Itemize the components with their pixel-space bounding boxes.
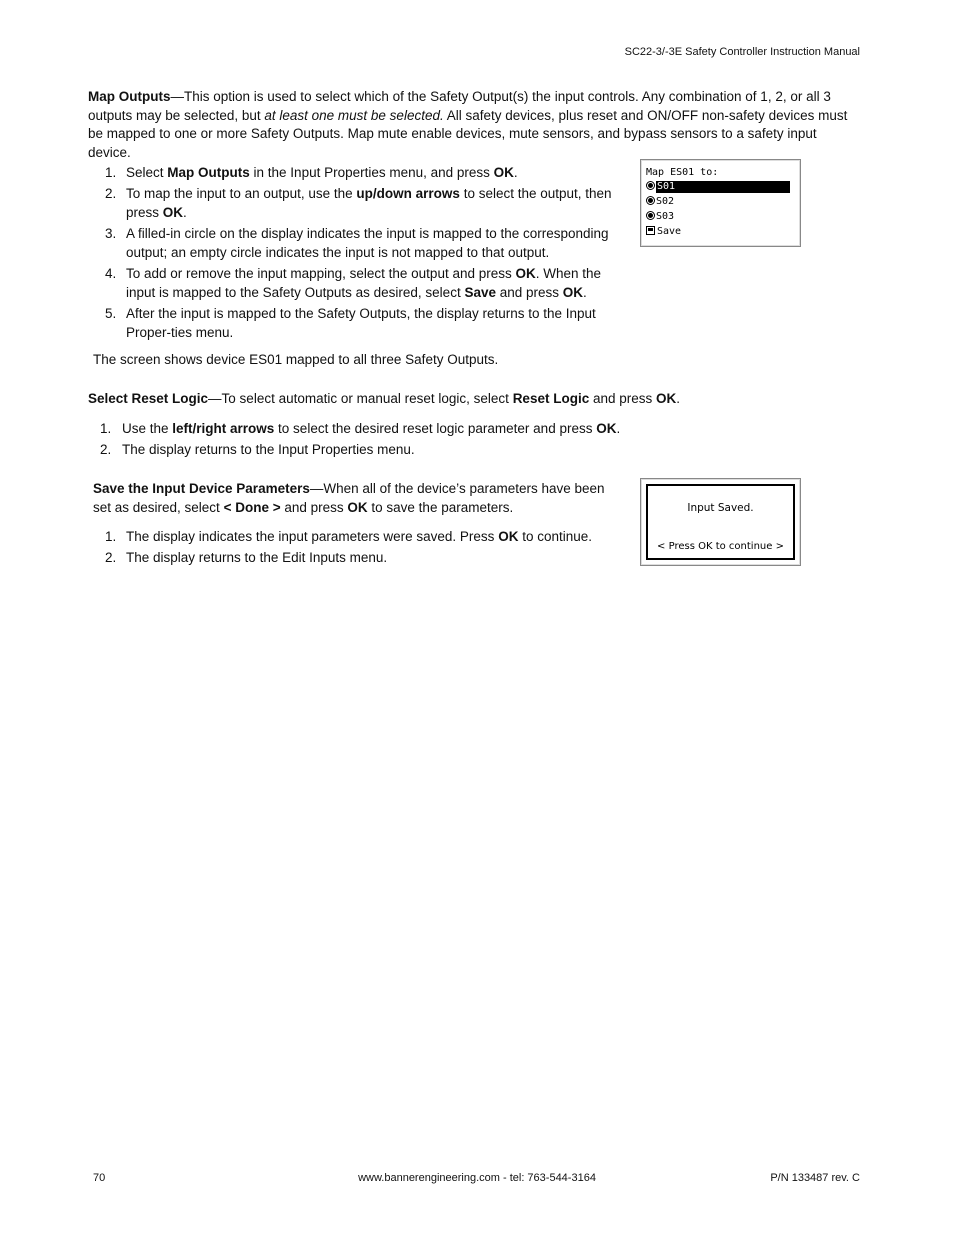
running-header: SC22-3/-3E Safety Controller Instruction Manual	[624, 46, 860, 58]
step-bold: Save	[464, 285, 496, 300]
step-text: Use the	[122, 421, 173, 436]
list-item	[88, 184, 633, 223]
list-item	[88, 440, 688, 460]
step-text: to select the desired reset logic parameter and press	[274, 421, 597, 436]
lcd-item-label: S03	[656, 211, 675, 222]
lcd-continue-prompt: < Press OK to continue >	[657, 541, 784, 552]
reset-logic-text: —To select automatic or manual reset logic, select	[208, 391, 513, 406]
lcd-input-saved-display	[640, 478, 801, 566]
save-params-bold: OK	[347, 499, 368, 515]
save-params-bold: < Done >	[223, 499, 281, 515]
map-outputs-caption: The screen shows device ES01 mapped to all three Safety Outputs.	[93, 352, 499, 367]
step-text: The display indicates the input parameters were saved. Press	[126, 529, 499, 544]
filled-radio-icon	[646, 181, 655, 190]
map-outputs-heading: Map Outputs	[88, 89, 171, 104]
step-number: 1.	[105, 529, 117, 544]
list-item	[88, 264, 633, 303]
save-icon	[646, 226, 655, 235]
step-text: After the input is mapped to the Safety Outputs, the display returns to the Input Proper-ties menu.	[126, 305, 596, 340]
step-bold: OK	[498, 529, 519, 544]
step-number: 2.	[100, 441, 112, 457]
map-outputs-text: —This option is used to select which of the Safety Output(s) the input controls. Any combination of 1, 2, or all 3 outputs may be selected, but	[88, 89, 831, 123]
step-number: 1.	[105, 165, 117, 180]
list-item	[88, 163, 633, 183]
step-text: To add or remove the input mapping, select the output and press	[126, 265, 516, 281]
save-params-text: —When all of the device’s parameters have been set as desired, select	[93, 481, 605, 515]
list-item	[88, 527, 633, 547]
step-text: in the Input Properties menu, and press	[249, 165, 494, 180]
lcd-row-s01	[646, 181, 790, 193]
lcd-item-label: Save	[657, 226, 682, 237]
lcd-row-s02	[646, 196, 674, 208]
step-text: Select	[126, 165, 168, 180]
list-item	[88, 304, 633, 343]
save-params-heading: Save the Input Device Parameters	[93, 481, 310, 496]
step-bold: OK	[562, 285, 584, 300]
step-text: .	[183, 205, 187, 220]
step-bold: up/down arrows	[356, 185, 460, 201]
map-outputs-emphasis: at least one must be selected.	[264, 107, 444, 123]
step-text: to select the output, then press	[126, 185, 612, 220]
lcd-saved-message: Input Saved.	[687, 502, 754, 514]
map-outputs-paragraph	[88, 88, 858, 162]
list-item	[88, 548, 633, 568]
footer-part-number: P/N 133487 rev. C	[770, 1172, 860, 1184]
step-text: and press	[495, 285, 563, 300]
reset-logic-text: and press	[589, 391, 657, 406]
save-params-text: and press	[280, 499, 348, 515]
step-number: 2.	[105, 185, 117, 201]
step-text: The display returns to the Input Properties menu.	[122, 441, 415, 457]
lcd-row-save	[646, 226, 681, 238]
step-text: .	[513, 165, 518, 180]
footer-contact: www.bannerengineering.com - tel: 763-544-3164	[358, 1172, 596, 1184]
lcd-title: Map ES01 to:	[646, 167, 719, 178]
lcd-item-label: S02	[656, 196, 675, 207]
reset-logic-steps	[88, 419, 688, 460]
step-text: .	[616, 421, 621, 436]
step-bold: Map Outputs	[167, 165, 250, 180]
step-text: .	[583, 285, 587, 300]
reset-logic-bold: OK	[656, 391, 677, 406]
reset-logic-paragraph	[88, 390, 858, 409]
map-outputs-steps	[88, 163, 633, 344]
lcd-item-label: S01	[656, 181, 790, 193]
step-bold: OK	[162, 205, 184, 220]
page-number: 70	[93, 1172, 106, 1184]
step-number: 1.	[100, 421, 112, 436]
step-bold: OK	[493, 165, 514, 180]
step-text: A filled-in circle on the display indicates the input is mapped to the corresponding output; an empty circle indicates the input is not mapped to that output.	[126, 225, 609, 260]
step-bold: left/right arrows	[172, 421, 275, 436]
lcd-row-s03	[646, 211, 674, 223]
lcd-frame	[646, 484, 795, 560]
list-item	[88, 419, 688, 439]
step-text: to continue.	[518, 529, 592, 544]
step-text: . When the input is mapped to the Safety Outputs as desired, select	[126, 265, 602, 300]
save-params-steps	[88, 527, 633, 568]
filled-radio-icon	[646, 196, 655, 205]
save-params-paragraph	[93, 480, 623, 517]
step-number: 2.	[105, 549, 117, 565]
filled-radio-icon	[646, 211, 655, 220]
step-bold: OK	[596, 421, 617, 436]
save-params-text: to save the parameters.	[367, 499, 514, 515]
reset-logic-heading: Select Reset Logic	[88, 391, 209, 406]
step-number: 3.	[105, 225, 117, 241]
step-text: To map the input to an output, use the	[126, 185, 357, 201]
step-number: 5.	[105, 305, 117, 321]
step-text: The display returns to the Edit Inputs menu.	[126, 549, 388, 565]
map-outputs-text-2: All safety devices, plus reset and ON/OFF non-safety devices must be mapped to one or more Safety Outputs. Map mute enable devices, mute sensors, and bypass sensors to a safety input device.	[88, 107, 848, 160]
reset-logic-bold: Reset Logic	[512, 391, 590, 406]
step-bold: OK	[515, 265, 536, 281]
step-number: 4.	[105, 265, 117, 281]
reset-logic-text: .	[676, 391, 681, 406]
list-item	[88, 224, 633, 263]
lcd-map-outputs-display	[640, 159, 801, 247]
